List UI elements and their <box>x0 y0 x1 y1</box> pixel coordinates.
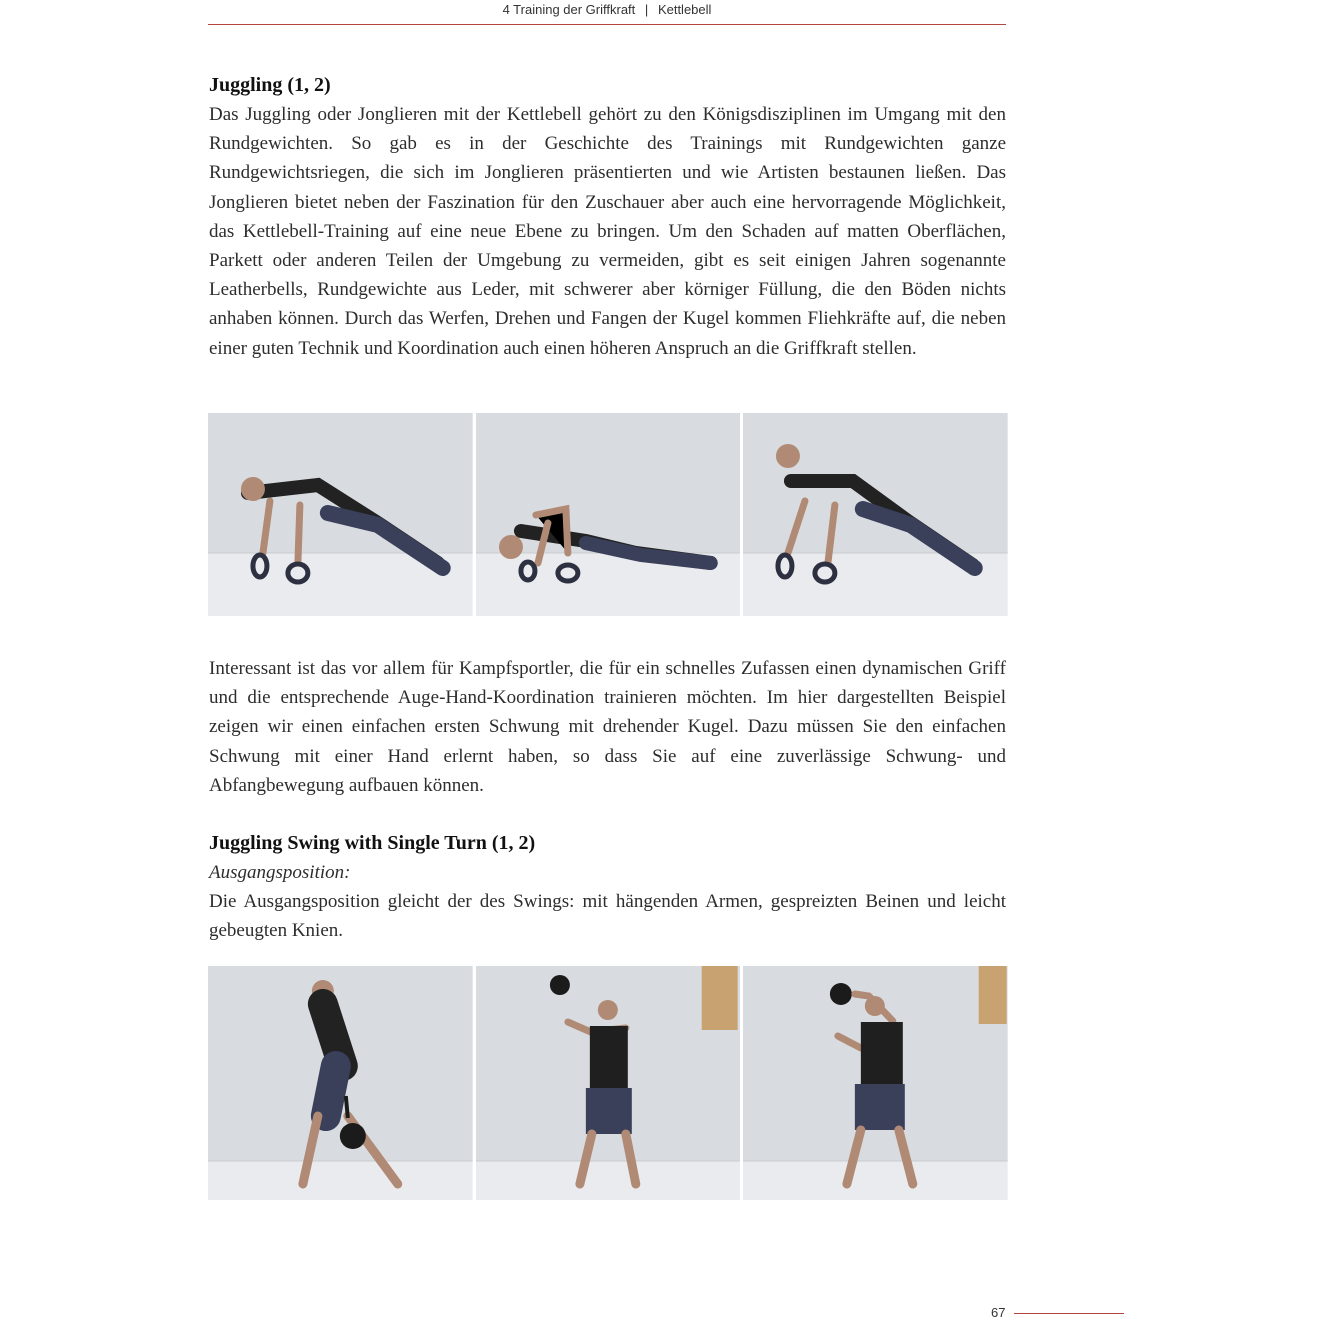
running-head <box>208 0 1006 25</box>
photo-pushup-3 <box>743 413 1008 616</box>
section-juggling-swing <box>209 829 1006 946</box>
folio <box>980 1302 1130 1322</box>
photo-pushup-2 <box>476 413 741 616</box>
paragraph-ausgangsposition: Die Ausgangsposition gleicht der des Swings: mit hängenden Armen, gespreizten Beinen und leicht gebeugten Knien. <box>209 891 1006 942</box>
paragraph-kampfsportler: Interessant ist das vor allem für Kampfsportler, die für ein schnelles Zufassen einen dynamischen Griff und die entsprechende Auge-Hand-Koordination trainieren möchten. Im hier dargestellten Beispiel zeigen wir einen einfachen ersten Schwung mit drehender Kugel. Dazu müssen Sie den einfachen Schwung mit einer Hand erlernt haben, so dass Sie auf eine zuverlässige Schwung- und Abfangbewegung aufbauen können. <box>209 658 1006 796</box>
section-heading-juggling-swing: Juggling Swing with Single Turn (1, 2) <box>209 832 536 854</box>
photo-pushup-1 <box>208 413 473 616</box>
section-kampfsportler <box>209 654 1006 800</box>
running-head-section: Kettlebell <box>657 2 712 17</box>
running-head-separator: | <box>644 2 649 17</box>
photo-swing-3 <box>743 966 1008 1200</box>
section-juggling <box>209 71 1006 363</box>
paragraph-juggling-intro: Das Juggling oder Jonglieren mit der Kettlebell gehört zu den Königsdisziplinen im Umgang mit den Rundgewichten. So gab es in der Geschichte des Trainings mit Rundgewichten ganze Rundgewichtsriegen, die sich im Jonglieren präsentierten und wie Artisten bestaunen ließen. Das Jonglieren bietet neben der Faszination für den Zuschauer aber auch eine hervorragende Möglichkeit, das Kettlebell-Training auf eine neue Ebene zu bringen. Um den Schaden auf matten Oberflächen, Parkett oder anderen Teilen der Umgebung zu vermeiden, gibt es seit einigen Jahren sogenannte Leatherbells, Rundgewichte aus Leder, mit schwerer aber körniger Füllung, die den Böden nichts anhaben können. Durch das Werfen, Drehen und Fangen der Kugel kommen Fliehkräfte auf, die neben einer guten Technik und Koordination auch einen höheren Anspruch an die Griffkraft stellen. <box>209 104 1006 359</box>
page-number: 67 <box>991 1305 1006 1320</box>
photo-swing-1 <box>208 966 473 1200</box>
photo-row-pushups <box>208 413 1008 616</box>
folio-rule <box>1014 1313 1124 1314</box>
photo-row-swing <box>208 966 1008 1200</box>
label-ausgangsposition: Ausgangsposition: <box>209 862 351 883</box>
photo-swing-2 <box>476 966 741 1200</box>
running-head-chapter: 4 Training der Griffkraft <box>502 2 636 17</box>
section-heading-juggling: Juggling (1, 2) <box>209 74 331 96</box>
